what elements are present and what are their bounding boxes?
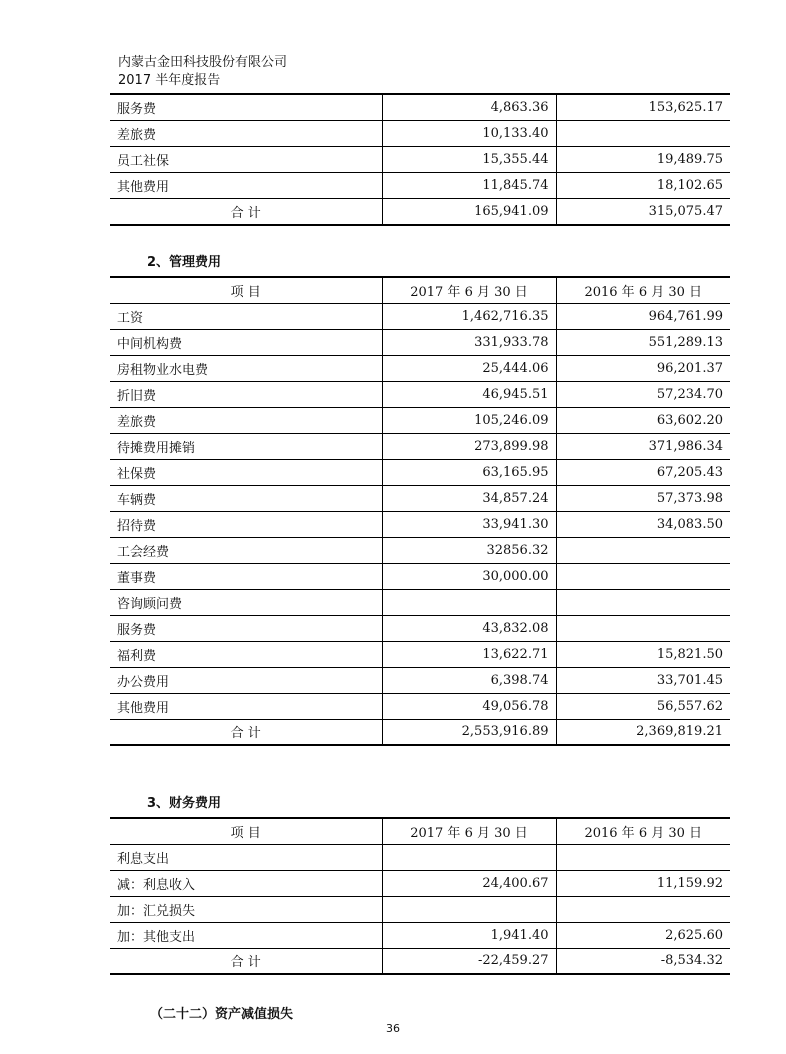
table-row	[110, 459, 730, 485]
current-cell: 32856.32	[382, 537, 556, 563]
table-row	[110, 511, 730, 537]
total-label: 合 计	[110, 948, 382, 974]
item-cell: 减：利息收入	[110, 870, 382, 896]
header-item: 项 目	[110, 277, 382, 303]
total-current: -22,459.27	[382, 948, 556, 974]
table-row	[110, 381, 730, 407]
current-cell: 49,056.78	[382, 693, 556, 719]
section-title-admin-expense: 2、管理费用	[147, 255, 222, 270]
item-cell: 服务费	[110, 95, 382, 121]
current-cell: 4,863.36	[382, 95, 556, 121]
prior-cell: 67,205.43	[556, 459, 730, 485]
current-cell: 25,444.06	[382, 355, 556, 381]
prior-cell	[556, 563, 730, 589]
prior-cell: 11,159.92	[556, 870, 730, 896]
header-item: 项 目	[110, 818, 382, 844]
table-row	[110, 537, 730, 563]
current-cell: 30,000.00	[382, 563, 556, 589]
prior-cell: 33,701.45	[556, 667, 730, 693]
item-cell: 加：汇兑损失	[110, 896, 382, 922]
prior-cell: 63,602.20	[556, 407, 730, 433]
current-cell: 63,165.95	[382, 459, 556, 485]
item-cell: 服务费	[110, 615, 382, 641]
report-title: 2017 半年度报告	[118, 73, 221, 88]
header-prior: 2016 年 6 月 30 日	[556, 818, 730, 844]
item-cell: 员工社保	[110, 147, 382, 173]
table-row	[110, 563, 730, 589]
page-number: 36	[386, 1022, 400, 1035]
item-cell: 福利费	[110, 641, 382, 667]
item-cell: 车辆费	[110, 485, 382, 511]
item-cell: 待摊费用摊销	[110, 433, 382, 459]
item-cell: 差旅费	[110, 407, 382, 433]
current-cell: 24,400.67	[382, 870, 556, 896]
item-cell: 招待费	[110, 511, 382, 537]
total-row	[110, 719, 730, 745]
table-row	[110, 870, 730, 896]
table-row	[110, 693, 730, 719]
item-cell: 加：其他支出	[110, 922, 382, 948]
item-cell: 董事费	[110, 563, 382, 589]
item-cell: 利息支出	[110, 844, 382, 870]
table-row	[110, 896, 730, 922]
table-row	[110, 485, 730, 511]
table-row	[110, 303, 730, 329]
current-cell: 33,941.30	[382, 511, 556, 537]
current-cell: 43,832.08	[382, 615, 556, 641]
current-cell	[382, 589, 556, 615]
current-cell: 331,933.78	[382, 329, 556, 355]
section-title-asset-impairment: （二十二）资产减值损失	[150, 1007, 294, 1022]
current-cell: 11,845.74	[382, 173, 556, 199]
total-prior: 2,369,819.21	[556, 719, 730, 745]
current-cell: 46,945.51	[382, 381, 556, 407]
table-row	[110, 173, 730, 199]
current-cell: 13,622.71	[382, 641, 556, 667]
prior-cell	[556, 589, 730, 615]
prior-cell: 18,102.65	[556, 173, 730, 199]
section-title-finance-expense: 3、财务费用	[147, 796, 222, 811]
total-label: 合 计	[110, 199, 382, 225]
prior-cell	[556, 615, 730, 641]
prior-cell: 153,625.17	[556, 95, 730, 121]
item-cell: 房租物业水电费	[110, 355, 382, 381]
prior-cell	[556, 121, 730, 147]
prior-cell: 96,201.37	[556, 355, 730, 381]
prior-cell: 57,234.70	[556, 381, 730, 407]
item-cell: 咨询顾问费	[110, 589, 382, 615]
table-row	[110, 433, 730, 459]
prior-cell: 34,083.50	[556, 511, 730, 537]
table-row	[110, 355, 730, 381]
prior-cell: 19,489.75	[556, 147, 730, 173]
current-cell: 105,246.09	[382, 407, 556, 433]
current-cell: 34,857.24	[382, 485, 556, 511]
item-cell: 办公费用	[110, 667, 382, 693]
prior-cell	[556, 537, 730, 563]
item-cell: 工资	[110, 303, 382, 329]
table-row	[110, 407, 730, 433]
prior-cell: 56,557.62	[556, 693, 730, 719]
table-row	[110, 844, 730, 870]
selling-expense-table-continued	[110, 94, 730, 226]
table-header-row	[110, 277, 730, 303]
header-prior: 2016 年 6 月 30 日	[556, 277, 730, 303]
total-current: 2,553,916.89	[382, 719, 556, 745]
current-cell: 1,462,716.35	[382, 303, 556, 329]
table-row	[110, 95, 730, 121]
table-header-row	[110, 818, 730, 844]
total-label: 合 计	[110, 719, 382, 745]
header-current: 2017 年 6 月 30 日	[382, 818, 556, 844]
total-prior: -8,534.32	[556, 948, 730, 974]
total-row	[110, 199, 730, 225]
item-cell: 其他费用	[110, 693, 382, 719]
header-current: 2017 年 6 月 30 日	[382, 277, 556, 303]
finance-expense-table	[110, 817, 730, 975]
prior-cell	[556, 896, 730, 922]
table-row	[110, 641, 730, 667]
total-row	[110, 948, 730, 974]
total-current: 165,941.09	[382, 199, 556, 225]
company-name: 内蒙古金田科技股份有限公司	[118, 55, 288, 70]
table-row	[110, 615, 730, 641]
item-cell: 折旧费	[110, 381, 382, 407]
admin-expense-table	[110, 276, 730, 746]
prior-cell: 371,986.34	[556, 433, 730, 459]
current-cell: 1,941.40	[382, 922, 556, 948]
prior-cell: 964,761.99	[556, 303, 730, 329]
prior-cell	[556, 844, 730, 870]
item-cell: 中间机构费	[110, 329, 382, 355]
item-cell: 差旅费	[110, 121, 382, 147]
item-cell: 社保费	[110, 459, 382, 485]
table-row	[110, 667, 730, 693]
prior-cell: 2,625.60	[556, 922, 730, 948]
item-cell: 其他费用	[110, 173, 382, 199]
prior-cell: 15,821.50	[556, 641, 730, 667]
item-cell: 工会经费	[110, 537, 382, 563]
current-cell	[382, 896, 556, 922]
table-row	[110, 922, 730, 948]
current-cell: 273,899.98	[382, 433, 556, 459]
prior-cell: 57,373.98	[556, 485, 730, 511]
prior-cell: 551,289.13	[556, 329, 730, 355]
table-row	[110, 121, 730, 147]
current-cell	[382, 844, 556, 870]
table-row	[110, 329, 730, 355]
current-cell: 15,355.44	[382, 147, 556, 173]
table-row	[110, 147, 730, 173]
table-row	[110, 589, 730, 615]
current-cell: 10,133.40	[382, 121, 556, 147]
total-prior: 315,075.47	[556, 199, 730, 225]
current-cell: 6,398.74	[382, 667, 556, 693]
